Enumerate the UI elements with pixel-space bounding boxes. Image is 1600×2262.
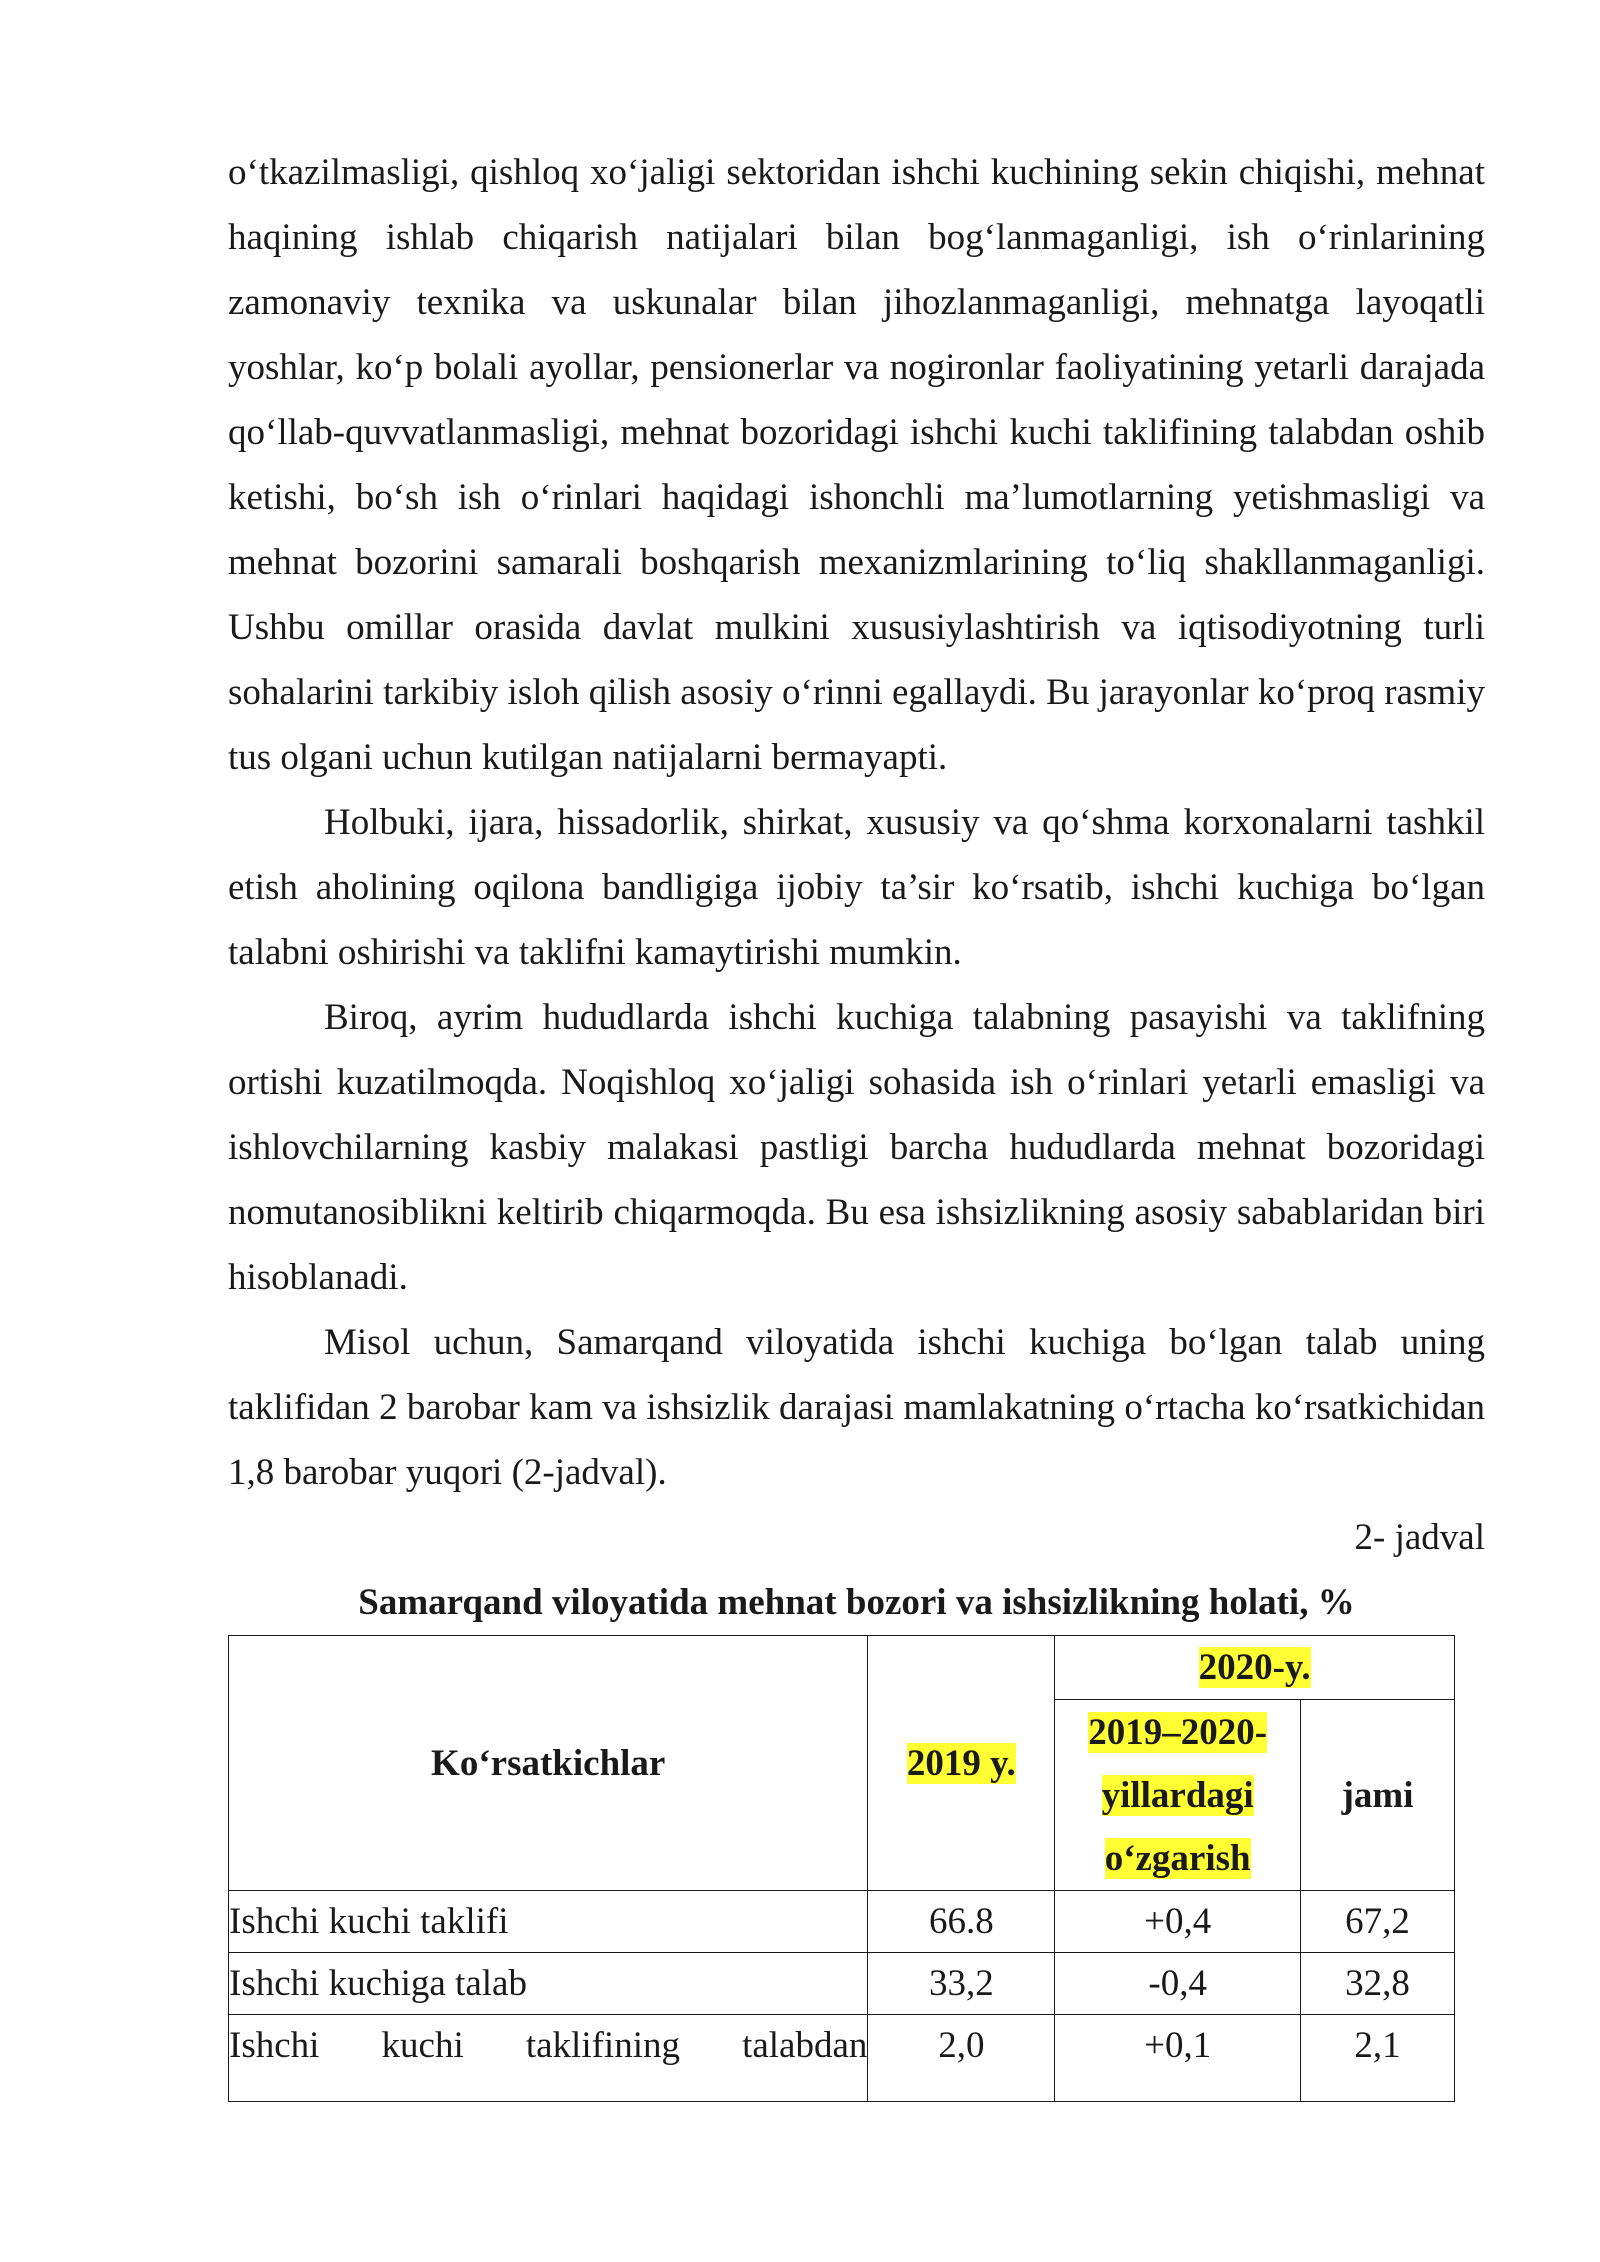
row-value-2019: 66.8 [868,1891,1055,1953]
header-total: jami [1301,1700,1455,1891]
header-2019: 2019 y. [868,1636,1055,1891]
table-row [229,1891,1455,1953]
row-label: Ishchi kuchi taklifi [229,1891,868,1953]
table-row [229,1953,1455,2015]
row-value-total: 32,8 [1301,1953,1455,2015]
table-number: 2- jadval [1354,1517,1485,1558]
table-row [229,2015,1455,2102]
paragraph-1: o‘tkazilmasligi, qishloq xo‘jaligi sektoridan ishchi kuchining sekin chiqishi, mehnat haqining ishlab chiqarish natijalari bilan bog‘lanmaganligi, ish o‘rinlarining zamonaviy texnika va uskunalar bilan jihozlanmaganligi, mehnatga layoqatli yoshlar, ko‘p bolali ayollar, pensionerlar va nogironlar faoliyatining yetarli darajada qo‘llab-quvvatlanmasligi, mehnat bozoridagi ishchi kuchi taklifining talabdan oshib ketishi, bo‘sh ish o‘rinlari haqidagi ishonchli ma’lumotlarning yetishmasligi va mehnat bozorini samarali boshqarish mexanizmlarining to‘liq shakllanmaganligi. Ushbu omillar orasida davlat mulkini xususiylashtirish va iqtisodiyotning turli sohalarini tarkibiy isloh qilish asosiy o‘rinni egallaydi. Bu jarayonlar ko‘proq rasmiy tus olgani uchun kutilgan natijalarni bermayapti. [228,152,1485,778]
row-label: Ishchi kuchiga talab [229,1953,868,2015]
row-value-total: 2,1 [1301,2015,1455,2102]
header-change: 2019–2020- yillardagi o‘zgarish [1055,1700,1301,1891]
data-table [228,1635,1455,2102]
row-value-2019: 33,2 [868,1953,1055,2015]
table-header-row-1 [229,1636,1455,1700]
row-value-change: +0,4 [1055,1891,1301,1953]
document-page [228,140,1485,2102]
row-label: Ishchi kuchi taklifining talabdan [229,2015,868,2102]
paragraph-2: Holbuki, ijara, hissadorlik, shirkat, xususiy va qo‘shma korxonalarni tashkil etish aholining oqilona bandligiga ijobiy ta’sir ko‘rsatib, ishchi kuchiga bo‘lgan talabni oshirishi va taklifni kamaytirishi mumkin. [228,802,1485,973]
header-indicators: Ko‘rsatkichlar [229,1636,868,1891]
row-value-change: +0,1 [1055,2015,1301,2102]
row-value-change: -0,4 [1055,1953,1301,2015]
table-title: Samarqand viloyatida mehnat bozori va ishsizlikning holati, % [358,1582,1355,1623]
row-value-2019: 2,0 [868,2015,1055,2102]
paragraph-3: Biroq, ayrim hududlarda ishchi kuchiga talabning pasayishi va taklifning ortishi kuzatilmoqda. Noqishloq xo‘jaligi sohasida ish o‘rinlari yetarli emasligi va ishlovchilarning kasbiy malakasi pastligi barcha hududlarda mehnat bozoridagi nomutanosiblikni keltirib chiqarmoqda. Bu esa ishsizlikning asosiy sabablaridan biri hisoblanadi. [228,997,1485,1298]
paragraph-4: Misol uchun, Samarqand viloyatida ishchi kuchiga bo‘lgan talab uning taklifidan 2 barobar kam va ishsizlik darajasi mamlakatning o‘rtacha ko‘rsatkichidan 1,8 barobar yuqori (2-jadval). [228,1322,1485,1493]
row-value-total: 67,2 [1301,1891,1455,1953]
header-2020: 2020-y. [1055,1636,1455,1700]
